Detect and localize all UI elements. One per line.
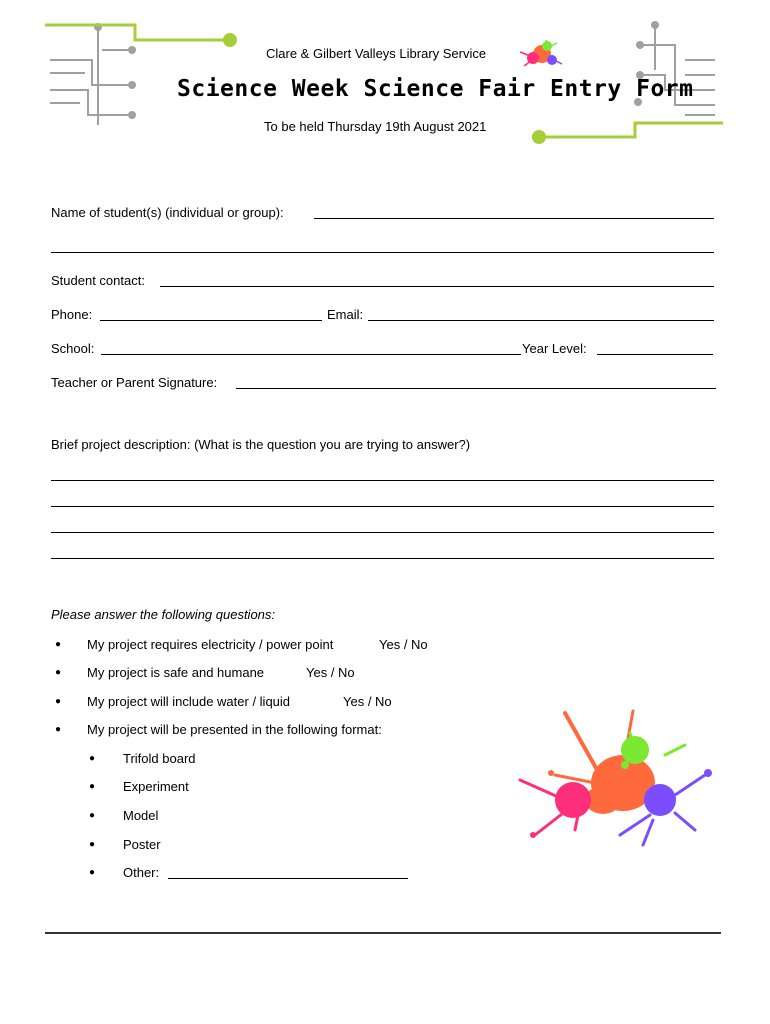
circuit-decoration-left (40, 15, 250, 130)
question-electricity: My project requires electricity / power point (87, 637, 334, 652)
bullet-icon: ● (89, 753, 96, 764)
format-model[interactable]: Model (123, 808, 159, 823)
phone-field[interactable] (100, 320, 322, 321)
school-field[interactable] (101, 354, 521, 355)
name-field-line-2[interactable] (51, 252, 714, 253)
format-poster[interactable]: Poster (123, 837, 161, 852)
bullet-icon: ● (55, 667, 62, 678)
name-field[interactable] (314, 218, 714, 219)
format-other: Other: (123, 865, 160, 880)
bullet-icon: ● (89, 810, 96, 821)
form-title: Science Week Science Fair Entry Form (177, 76, 694, 102)
paint-splat-logo (512, 38, 567, 76)
bullet-icon: ● (89, 839, 96, 850)
answer-safe[interactable]: Yes / No (306, 665, 355, 680)
format-other-field[interactable] (168, 878, 408, 879)
year-level-field[interactable] (597, 354, 713, 355)
phone-label: Phone: (51, 307, 93, 322)
paint-splat-illustration (515, 705, 730, 855)
answer-electricity[interactable]: Yes / No (379, 637, 428, 652)
signature-field[interactable] (236, 388, 716, 389)
bullet-icon: ● (55, 724, 62, 735)
contact-label: Student contact: (51, 273, 145, 288)
description-line-2[interactable] (51, 506, 714, 507)
questions-intro: Please answer the following questions: (51, 607, 276, 622)
question-format: My project will be presented in the following format: (87, 722, 382, 737)
school-label: School: (51, 341, 95, 356)
description-line-1[interactable] (51, 480, 714, 481)
format-experiment[interactable]: Experiment (123, 779, 189, 794)
signature-label: Teacher or Parent Signature: (51, 375, 218, 390)
email-field[interactable] (368, 320, 714, 321)
description-line-3[interactable] (51, 532, 714, 533)
bullet-icon: ● (55, 696, 62, 707)
bullet-icon: ● (89, 867, 96, 878)
footer-divider (45, 932, 721, 934)
org-name: Clare & Gilbert Valleys Library Service (266, 46, 487, 61)
name-label: Name of student(s) (individual or group): (51, 205, 284, 220)
contact-field[interactable] (160, 286, 714, 287)
description-line-4[interactable] (51, 558, 714, 559)
form-subtitle: To be held Thursday 19th August 2021 (264, 119, 487, 134)
question-safe: My project is safe and humane (87, 665, 265, 680)
bullet-icon: ● (55, 639, 62, 650)
year-level-label: Year Level: (522, 341, 587, 356)
bullet-icon: ● (89, 781, 96, 792)
answer-water[interactable]: Yes / No (343, 694, 392, 709)
description-label: Brief project description: (What is the question you are trying to answer?) (51, 437, 471, 452)
question-water: My project will include water / liquid (87, 694, 291, 709)
email-label: Email: (327, 307, 364, 322)
format-trifold[interactable]: Trifold board (123, 751, 196, 766)
